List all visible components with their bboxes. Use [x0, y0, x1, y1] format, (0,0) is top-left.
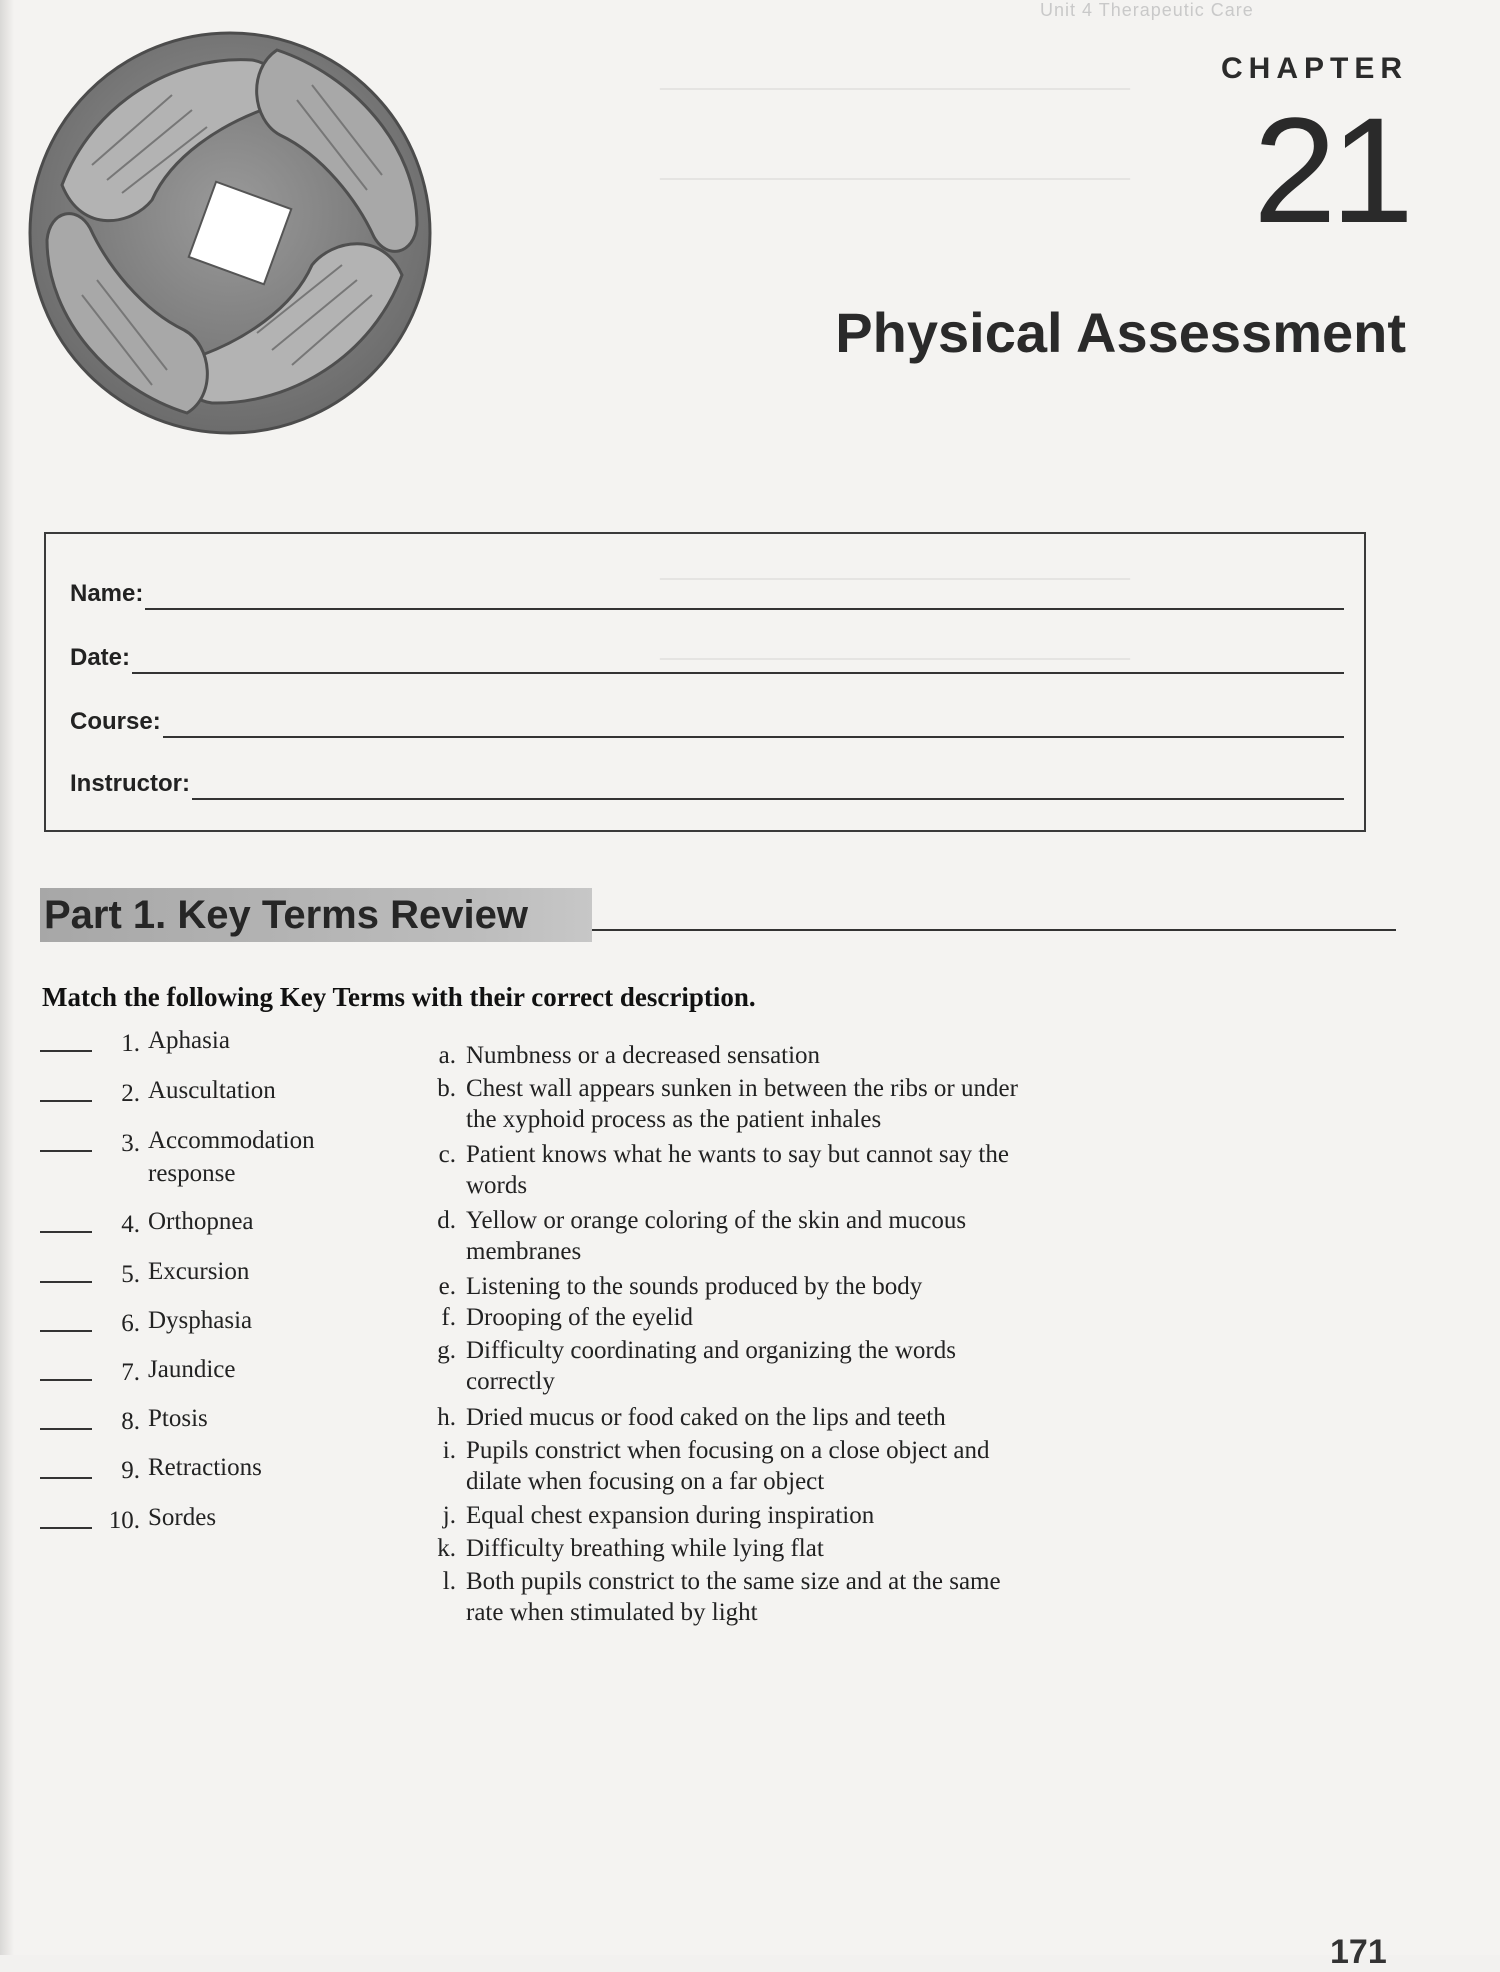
term-text: Jaundice [148, 1356, 236, 1383]
description-text: Listening to the sounds produced by the body [466, 1273, 923, 1300]
description-text: Chest wall appears sunken in between the ribs or under the xyphoid process as the patient inhales [466, 1075, 1018, 1133]
description-text: Drooping of the eyelid [466, 1304, 694, 1331]
term-number: 3. [121, 1130, 140, 1157]
date-line[interactable] [132, 642, 1344, 674]
description-text: Yellow or orange coloring of the skin and mucous membranes [466, 1207, 967, 1265]
answer-blank[interactable] [40, 1408, 92, 1430]
course-line[interactable] [163, 706, 1344, 738]
description-letter: k. [437, 1535, 456, 1562]
answer-blank[interactable] [40, 1261, 92, 1283]
description-letter: b. [437, 1075, 456, 1102]
term-number: 2. [121, 1080, 140, 1107]
course-label: Course: [70, 708, 161, 735]
student-info-box [44, 532, 1366, 832]
term-number: 4. [121, 1211, 140, 1238]
term-text: Orthopnea [148, 1208, 254, 1235]
description-text: Difficulty breathing while lying flat [466, 1535, 824, 1562]
term-text: Auscultation [148, 1077, 276, 1104]
list-item [40, 1027, 230, 1058]
answer-blank[interactable] [40, 1211, 92, 1233]
description-text: Dried mucus or food caked on the lips and teeth [466, 1404, 946, 1431]
bleed-through-text: _______________________________________________ [660, 160, 1130, 182]
answer-blank[interactable] [40, 1457, 92, 1479]
term-number: 9. [121, 1457, 140, 1484]
list-item [40, 1307, 253, 1338]
description-text: Pupils constrict when focusing on a close object and dilate when focusing on a far object [466, 1437, 990, 1495]
page-number: 171 [1330, 1933, 1387, 1971]
answer-blank[interactable] [40, 1130, 92, 1152]
term-text: Dysphasia [148, 1307, 253, 1334]
term-number: 7. [121, 1359, 140, 1386]
list-item [40, 1405, 208, 1436]
list-item [40, 1454, 262, 1485]
chapter-title: Physical Assessment [835, 301, 1406, 364]
bleed-through-text: _______________________________________________ [660, 560, 1130, 582]
description-letter: h. [437, 1404, 456, 1431]
term-text: Retractions [148, 1454, 262, 1481]
description-text: Numbness or a decreased sensation [466, 1042, 821, 1069]
answer-blank[interactable] [40, 1310, 92, 1332]
instructions: Match the following Key Terms with their correct description. [42, 982, 756, 1012]
term-number: 10. [108, 1507, 140, 1534]
description-letter: c. [438, 1141, 456, 1168]
name-label: Name: [70, 580, 144, 607]
term-number: 1. [121, 1030, 140, 1057]
description-letter: i. [442, 1437, 456, 1464]
bleed-through-text: _______________________________________________ [660, 640, 1130, 662]
description-text: Patient knows what he wants to say but cannot say the words [466, 1141, 1009, 1199]
term-number: 6. [121, 1310, 140, 1337]
chapter-number: 21 [1253, 86, 1408, 254]
running-head: Unit 4 Therapeutic Care [1040, 0, 1254, 20]
answer-blank[interactable] [40, 1080, 92, 1102]
answer-blank[interactable] [40, 1359, 92, 1381]
list-item [40, 1208, 254, 1239]
list-item [40, 1356, 236, 1387]
term-text: Accommodation response [148, 1127, 315, 1187]
course-field[interactable] [70, 694, 1344, 738]
term-text: Aphasia [148, 1027, 230, 1054]
term-number: 8. [121, 1408, 140, 1435]
list-item [40, 1258, 250, 1289]
description-text: Equal chest expansion during inspiration [466, 1502, 875, 1529]
list-item [40, 1504, 217, 1535]
list-item [40, 1077, 276, 1108]
date-field[interactable] [70, 630, 1344, 674]
part-title: Part 1. Key Terms Review [44, 893, 528, 937]
answer-blank[interactable] [40, 1507, 92, 1529]
description-letter: e. [438, 1273, 456, 1300]
term-text: Sordes [148, 1504, 217, 1531]
name-field[interactable] [70, 566, 1344, 610]
date-label: Date: [70, 644, 131, 671]
description-letter: f. [441, 1304, 456, 1331]
part-rule [592, 929, 1396, 931]
chapter-label: CHAPTER [1220, 52, 1408, 85]
description-letter: g. [437, 1337, 456, 1364]
answer-blank[interactable] [40, 1030, 92, 1052]
description-letter: l. [442, 1568, 456, 1595]
list-item [40, 1127, 368, 1190]
bleed-through-text: _______________________________________________ [660, 70, 1130, 92]
description-letter: d. [437, 1207, 456, 1234]
description-letter: a. [438, 1042, 456, 1069]
description-text: Difficulty coordinating and organizing the words correctly [466, 1337, 956, 1395]
name-line[interactable] [145, 578, 1344, 610]
instructor-field[interactable] [70, 756, 1344, 800]
instructor-label: Instructor: [70, 770, 190, 797]
term-text: Ptosis [148, 1405, 208, 1432]
page-binding-shadow [0, 0, 14, 1955]
description-text: Both pupils constrict to the same size and at the same rate when stimulated by light [466, 1568, 1001, 1626]
term-text: Excursion [148, 1258, 250, 1285]
hands-logo-icon [22, 15, 442, 445]
description-letter: j. [442, 1502, 456, 1529]
instructor-line[interactable] [192, 768, 1344, 800]
term-number: 5. [121, 1261, 140, 1288]
